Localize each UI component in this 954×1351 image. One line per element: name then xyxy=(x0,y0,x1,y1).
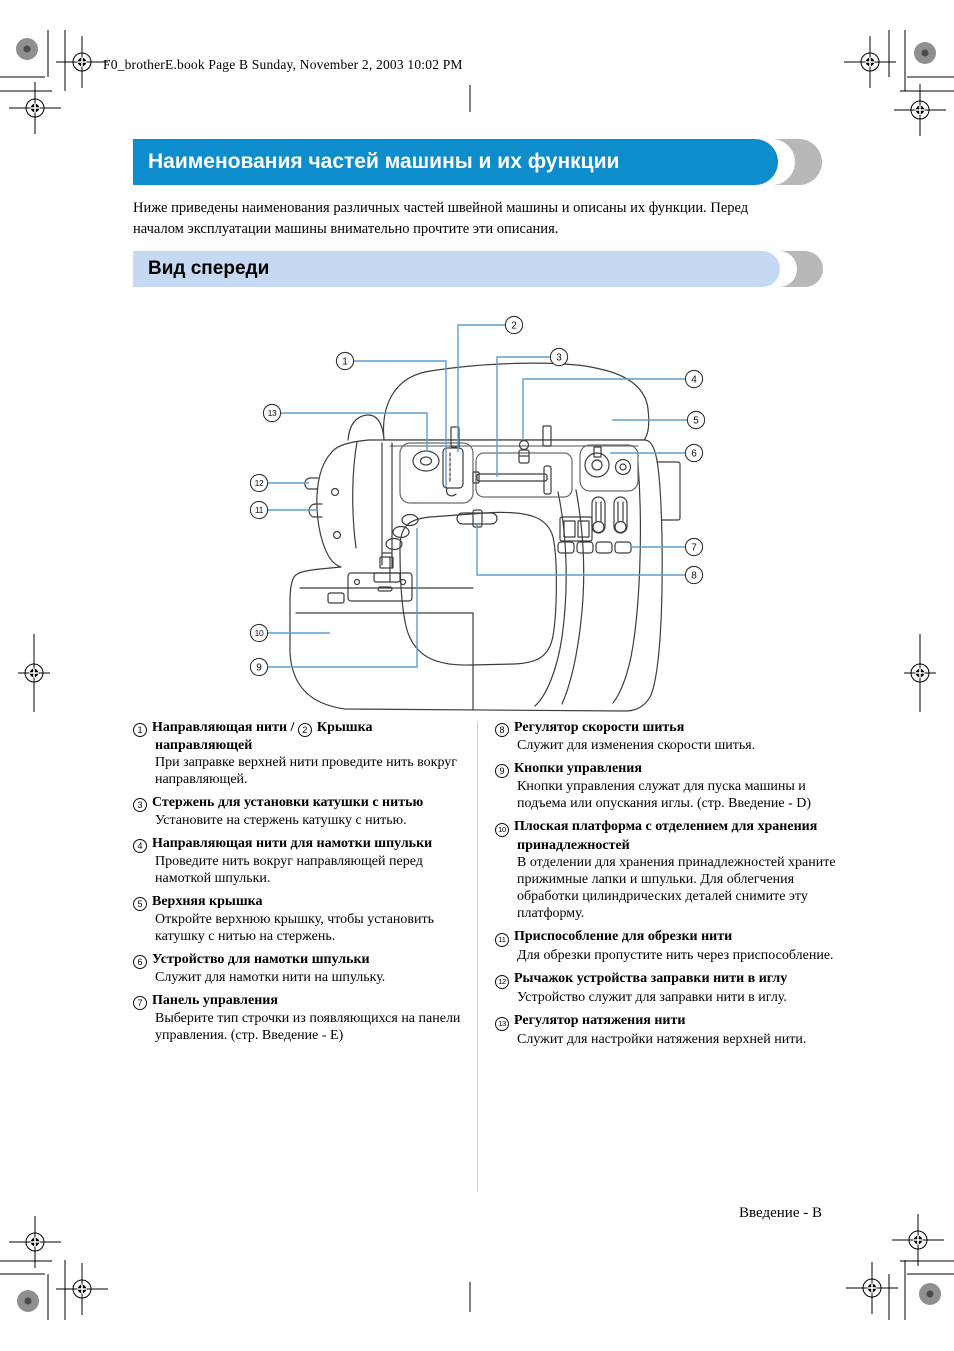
top-cover xyxy=(384,363,649,440)
circled-number: 7 xyxy=(133,996,147,1010)
part-title xyxy=(499,719,845,737)
print-header: F0_brotherE.book Page B Sunday, November 2, 2003 10:02 PM xyxy=(103,57,463,72)
part-item xyxy=(133,719,473,788)
section-bar xyxy=(133,251,780,287)
part-description: Служит для намотки нити на шпульку. xyxy=(155,970,386,985)
svg-text:4: 4 xyxy=(691,374,697,386)
circled-number: 12 xyxy=(495,975,509,989)
part-item xyxy=(133,992,473,1044)
callout-11 xyxy=(250,501,267,518)
part-item xyxy=(133,951,473,986)
part-description: Служит для изменения скорости шитья. xyxy=(517,738,756,753)
part-name: Верхняя крышка xyxy=(152,894,263,909)
part-description: Откройте верхнюю крышку, чтобы установить катушку с нитью на стержень. xyxy=(155,912,435,944)
callout-3 xyxy=(550,348,567,365)
part-title xyxy=(498,818,845,854)
part-title xyxy=(499,760,845,778)
part-title xyxy=(498,928,845,947)
part-name: Направляющая нити для намотки шпульки xyxy=(152,836,433,851)
callout-13 xyxy=(263,404,280,421)
part-name: Рычажок устройства заправки нити в иглу xyxy=(514,971,788,986)
callout-10 xyxy=(250,624,267,641)
part-description: Проведите нить вокруг направляющей перед намоткой шпульки. xyxy=(155,854,423,886)
part-name: Приспособление для обрезки нити xyxy=(514,929,733,944)
title-bar xyxy=(133,139,778,185)
part-title xyxy=(137,835,473,853)
circled-number: 6 xyxy=(133,955,147,969)
part-name: Крышка направляющей xyxy=(155,720,373,753)
circled-number: 3 xyxy=(133,798,147,812)
sewing-machine-diagram xyxy=(240,305,720,720)
circled-number: 11 xyxy=(495,933,509,947)
part-item xyxy=(133,835,473,887)
part-title xyxy=(137,893,473,911)
part-description: При заправке верхней нити проведите нить вокруг направляющей. xyxy=(155,755,458,787)
part-description: Служит для настройки натяжения верхней нити. xyxy=(517,1032,807,1047)
part-name: Устройство для намотки шпульки xyxy=(152,952,370,967)
part-description: Выберите тип строчки из появляющихся на панели управления. (стр. Введение - E) xyxy=(155,1011,461,1043)
svg-text:6: 6 xyxy=(691,448,697,460)
circled-number: 9 xyxy=(495,764,509,778)
parts-column-right xyxy=(495,719,845,1054)
part-item xyxy=(495,818,845,922)
svg-text:1: 1 xyxy=(342,356,348,368)
svg-text:13: 13 xyxy=(267,408,277,418)
svg-text:12: 12 xyxy=(254,478,264,488)
callout-4 xyxy=(685,370,702,387)
parts-list xyxy=(133,719,845,1054)
parts-column-left xyxy=(133,719,473,1054)
circled-number: 4 xyxy=(133,839,147,853)
part-item xyxy=(495,719,845,754)
callout-6 xyxy=(685,444,702,461)
callout-1 xyxy=(336,352,353,369)
callout-5 xyxy=(687,411,704,428)
callout-8 xyxy=(685,566,702,583)
part-item xyxy=(133,893,473,945)
part-item xyxy=(133,794,473,829)
svg-text:10: 10 xyxy=(254,628,264,638)
circled-number: 10 xyxy=(495,823,509,837)
part-name: Регулятор скорости шитья xyxy=(514,720,685,735)
intro-paragraph: Ниже приведены наименования различных частей швейной машины и описаны их функции. Перед началом эксплуатации машины внимательно прочтите эти описания. xyxy=(133,200,749,237)
callout-9 xyxy=(250,658,267,675)
part-name: Кнопки управления xyxy=(514,761,642,776)
svg-text:5: 5 xyxy=(693,415,699,427)
callout-2 xyxy=(505,316,522,333)
svg-text:3: 3 xyxy=(556,352,562,364)
handle-bump xyxy=(348,415,384,440)
callout-12 xyxy=(250,474,267,491)
part-name: Панель управления xyxy=(152,993,278,1008)
callout-7 xyxy=(685,538,702,555)
part-title xyxy=(137,992,473,1010)
part-description: Для обрезки пропустите нить через приспособление. xyxy=(517,948,834,963)
svg-text:7: 7 xyxy=(691,542,697,554)
column-divider xyxy=(477,722,478,1192)
part-item xyxy=(495,928,845,964)
part-description: Установите на стержень катушку с нитью. xyxy=(155,813,407,828)
part-name: Плоская платформа с отделением для хранения принадлежностей xyxy=(514,819,818,853)
page-title: Наименования частей машины и их функции xyxy=(148,150,620,173)
part-title xyxy=(137,794,473,812)
part-description: В отделении для хранения принадлежностей храните прижимные лапки и шпульки. Для облегчения обработки цилиндрических деталей снимите эту платформу. xyxy=(517,855,836,921)
circled-number: 13 xyxy=(495,1017,509,1031)
page-footer: Введение - B xyxy=(739,1205,822,1221)
part-title xyxy=(137,951,473,969)
part-title xyxy=(498,970,845,989)
part-title xyxy=(498,1012,845,1031)
svg-text:11: 11 xyxy=(254,505,264,515)
part-description: Кнопки управления служат для пуска машины и подъема или опускания иглы. (стр. Введение - D) xyxy=(517,779,811,811)
section-title: Вид спереди xyxy=(148,258,270,279)
svg-text:8: 8 xyxy=(691,570,697,582)
part-description: Устройство служит для заправки нити в иглу. xyxy=(517,990,787,1005)
part-name: Направляющая нити / xyxy=(152,720,298,735)
circled-number: 8 xyxy=(495,723,509,737)
circled-number: 5 xyxy=(133,897,147,911)
part-item xyxy=(495,970,845,1006)
svg-text:9: 9 xyxy=(256,662,262,674)
circled-number: 1 xyxy=(133,723,147,737)
circled-number: 2 xyxy=(298,723,312,737)
part-name: Стержень для установки катушки с нитью xyxy=(152,795,424,810)
part-title xyxy=(137,719,473,754)
harp-opening xyxy=(400,512,556,665)
svg-text:2: 2 xyxy=(511,320,517,332)
part-name: Регулятор натяжения нити xyxy=(514,1013,686,1028)
part-item xyxy=(495,1012,845,1048)
part-item xyxy=(495,760,845,812)
